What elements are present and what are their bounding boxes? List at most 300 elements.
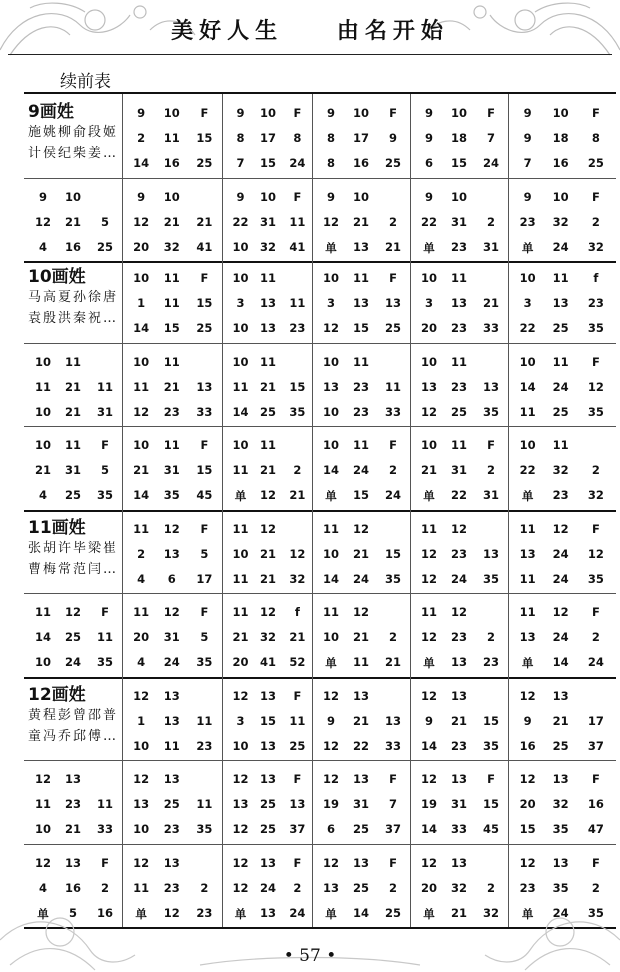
cell-number: 19	[322, 797, 339, 811]
cell-number: 13	[64, 855, 81, 870]
cell-number: 21	[196, 214, 213, 229]
cell-number: F	[592, 521, 600, 536]
cell-number: 37	[289, 822, 306, 836]
cell-number: 2	[388, 214, 397, 229]
cell-number: 单	[325, 656, 337, 670]
cell-number: 11	[352, 271, 369, 285]
continued-label: 续前表	[60, 72, 111, 92]
combination-cell	[24, 426, 122, 510]
cell-number: 23	[196, 905, 213, 920]
cell-number: 5	[100, 214, 109, 229]
cell-number: 23	[64, 797, 81, 811]
combination-cell	[508, 760, 616, 844]
cell-number: 13	[260, 296, 277, 310]
cell-number: 13	[260, 772, 277, 786]
cell-number: 13	[519, 546, 536, 561]
cell-number: 11	[289, 713, 306, 728]
combination-cell	[508, 426, 616, 510]
cell-number: 33	[482, 321, 499, 335]
cell-number: 15	[196, 296, 213, 310]
cell-number: 20	[420, 321, 437, 335]
cell-number: 2	[388, 463, 397, 477]
cell-number: 16	[64, 239, 81, 254]
cell-number: 21	[289, 630, 306, 644]
cell-number: 12	[133, 688, 150, 703]
cell-number: 11	[322, 605, 339, 619]
cell-number: 45	[196, 488, 213, 502]
combination-cell	[122, 510, 222, 594]
combination-cell	[312, 844, 410, 928]
cell-number: 11	[552, 354, 569, 369]
header-left: 美好人生	[171, 18, 284, 44]
cell-number: 4	[137, 571, 146, 586]
cell-number: 10	[552, 189, 569, 204]
cell-number: 11	[420, 605, 437, 619]
combination-cell	[312, 426, 410, 510]
cell-number: 16	[64, 880, 81, 895]
cell-number: 14	[133, 321, 150, 335]
cell-number: 11	[64, 354, 81, 369]
cell-number: 13	[163, 855, 180, 870]
cell-number: 2	[200, 880, 209, 895]
cell-number: 11	[232, 521, 249, 536]
cell-number: 35	[384, 571, 401, 586]
cell-number: 10	[34, 438, 51, 452]
cell-number: F	[592, 106, 600, 120]
cell-number: 12	[232, 855, 249, 870]
cell-number: 13	[289, 797, 306, 811]
cell-number: 41	[196, 239, 213, 254]
cell-number: 13	[450, 772, 467, 786]
cell-number: 12	[450, 605, 467, 619]
cell-number: 11	[163, 738, 180, 753]
page-number: • 57 •	[283, 946, 337, 966]
combination-cell	[312, 593, 410, 677]
combination-cell	[122, 94, 222, 178]
cell-number: 14	[232, 404, 249, 419]
cell-number: 10	[322, 630, 339, 644]
cell-number: 11	[450, 438, 467, 452]
cell-number: 21	[163, 214, 180, 229]
cell-number: 13	[322, 379, 339, 394]
cell-number: 单	[423, 489, 435, 503]
combination-cell	[312, 510, 410, 594]
cell-number: 32	[450, 880, 467, 895]
cell-number: 35	[482, 571, 499, 586]
cell-number: 9	[236, 106, 245, 120]
cell-number: 33	[450, 822, 467, 836]
cell-number: 10	[163, 189, 180, 204]
cell-number: 22	[519, 463, 536, 477]
cell-number: 13	[450, 688, 467, 703]
cell-number: 13	[260, 905, 277, 920]
cell-number: 24	[552, 379, 569, 394]
combination-cell	[410, 677, 508, 761]
cell-number: 21	[450, 713, 467, 728]
cell-number: 10	[519, 271, 536, 285]
combination-cell	[24, 760, 122, 844]
cell-number: 21	[450, 905, 467, 920]
cell-number: 21	[260, 379, 277, 394]
cell-number: 13	[163, 772, 180, 786]
cell-number: 21	[163, 379, 180, 394]
cell-number: 23	[450, 239, 467, 254]
cell-number: 11	[133, 521, 150, 536]
cell-number: 25	[96, 239, 113, 254]
cell-number: 31	[450, 463, 467, 477]
cell-number: 14	[519, 379, 536, 394]
group-surnames: 施姚柳俞段姬计侯纪柴姜…	[28, 125, 119, 161]
cell-number: F	[389, 271, 397, 285]
cell-number: 2	[591, 463, 600, 477]
cell-number: 10	[260, 106, 277, 120]
combination-cell	[222, 844, 312, 928]
cell-number: 5	[100, 463, 109, 477]
cell-number: F	[592, 855, 600, 870]
cell-number: 9	[424, 713, 433, 728]
cell-number: 21	[232, 630, 249, 644]
combination-cell	[508, 94, 616, 178]
cell-number: 31	[163, 463, 180, 477]
cell-number: 14	[420, 738, 437, 753]
cell-number: 25	[552, 738, 569, 753]
combination-cell	[312, 178, 410, 262]
cell-number: 10	[232, 354, 249, 369]
cell-number: 7	[388, 797, 397, 811]
cell-number: 11	[260, 354, 277, 369]
cell-number: 12	[133, 772, 150, 786]
cell-number: 6	[167, 571, 176, 586]
cell-number: 23	[552, 488, 569, 502]
cell-number: 17	[260, 131, 277, 145]
cell-number: 24	[552, 571, 569, 586]
cell-number: 5	[68, 905, 77, 920]
cell-number: 12	[133, 404, 150, 419]
cell-number: 10	[163, 106, 180, 120]
cell-number: 12	[352, 521, 369, 536]
cell-number: 37	[587, 738, 604, 753]
cell-number: 21	[64, 822, 81, 836]
cell-number: 11	[352, 438, 369, 452]
cell-number: 4	[38, 239, 47, 254]
cell-number: 16	[352, 156, 369, 170]
cell-number: 23	[163, 880, 180, 895]
combination-cell	[312, 343, 410, 427]
combination-cell	[410, 343, 508, 427]
cell-number: 13	[352, 239, 369, 254]
cell-number: 12	[420, 404, 437, 419]
combination-cell	[410, 510, 508, 594]
combination-cell	[122, 844, 222, 928]
cell-number: 1	[137, 296, 146, 310]
cell-number: 12	[322, 688, 339, 703]
cell-number: F	[200, 438, 209, 452]
cell-number: 21	[260, 546, 277, 561]
cell-number: 10	[34, 354, 51, 369]
cell-number: 12	[352, 605, 369, 619]
cell-number: 10	[352, 106, 369, 120]
cell-number: 12	[260, 605, 277, 619]
cell-number: 25	[64, 630, 81, 644]
cell-number: 24	[482, 156, 499, 170]
cell-number: 35	[196, 655, 213, 669]
cell-number: 11	[96, 379, 113, 394]
cell-number: 11	[519, 605, 536, 619]
cell-number: 2	[293, 880, 302, 895]
cell-number: 13	[260, 738, 277, 753]
combination-cell	[122, 178, 222, 262]
cell-number: 32	[587, 239, 604, 254]
cell-number: 21	[260, 463, 277, 477]
cell-number: 24	[552, 239, 569, 254]
cell-number: 35	[587, 905, 604, 920]
cell-number: 24	[587, 655, 604, 669]
cell-number: 4	[38, 488, 47, 502]
cell-number: 21	[552, 713, 569, 728]
cell-number: 10	[133, 738, 150, 753]
cell-number: F	[293, 189, 302, 204]
cell-number: 单	[521, 656, 534, 670]
cell-number: 12	[232, 822, 249, 836]
cell-number: 11	[232, 463, 249, 477]
cell-number: 11	[163, 438, 180, 452]
cell-number: F	[487, 438, 495, 452]
cell-number: 15	[196, 463, 213, 477]
cell-number: F	[389, 855, 397, 870]
cell-number: 16	[96, 905, 113, 920]
cell-number: 21	[64, 379, 81, 394]
cell-number: F	[293, 106, 302, 120]
cell-number: 1	[137, 713, 146, 728]
cell-number: 9	[137, 189, 146, 204]
cell-number: 15	[352, 488, 369, 502]
cell-number: F	[293, 855, 302, 870]
cell-number: 2	[388, 880, 397, 895]
combination-cell	[410, 593, 508, 677]
cell-number: 2	[486, 214, 495, 229]
cell-number: 31	[482, 239, 499, 254]
cell-number: F	[101, 438, 109, 452]
cell-number: 14	[133, 156, 150, 170]
cell-number: 15	[196, 131, 213, 145]
cell-number: 11	[552, 438, 569, 452]
combination-cell	[222, 426, 312, 510]
surname-group	[24, 510, 616, 679]
cell-number: 21	[420, 463, 437, 477]
group-surnames: 张胡许毕梁崔曹梅常范闫…	[28, 540, 119, 577]
combination-cell	[508, 593, 616, 677]
cell-number: 31	[260, 214, 277, 229]
cell-number: 16	[163, 156, 180, 170]
cell-number: 9	[424, 106, 433, 120]
cell-number: 35	[163, 488, 180, 502]
cell-number: F	[200, 605, 209, 619]
cell-number: 12	[260, 488, 277, 502]
combination-cell	[122, 259, 222, 343]
cell-number: 13	[163, 713, 180, 728]
cell-number: 7	[236, 156, 245, 170]
cell-number: F	[487, 772, 495, 786]
cell-number: 2	[388, 630, 397, 644]
cell-number: 52	[289, 655, 306, 669]
cell-number: 20	[133, 630, 150, 644]
cell-number: 14	[34, 630, 51, 644]
cell-number: 单	[325, 906, 337, 921]
cell-number: 21	[64, 404, 81, 419]
cell-number: 13	[352, 855, 369, 870]
cell-number: 22	[352, 738, 369, 753]
combination-cell	[222, 259, 312, 343]
cell-number: 14	[322, 463, 339, 477]
cell-number: 3	[326, 296, 335, 310]
cell-number: 10	[260, 189, 277, 204]
cell-number: 12	[322, 321, 339, 335]
cell-number: 13	[232, 797, 249, 811]
cell-number: 12	[519, 688, 536, 703]
combination-cell	[122, 343, 222, 427]
combination-cell	[24, 844, 122, 928]
cell-number: 15	[289, 379, 306, 394]
cell-number: 9	[137, 106, 146, 120]
cell-number: 11	[232, 379, 249, 394]
cell-number: 13	[552, 296, 569, 310]
cell-number: 12	[163, 521, 180, 536]
cell-number: 13	[163, 688, 180, 703]
cell-number: 16	[519, 738, 536, 753]
cell-number: 21	[352, 713, 369, 728]
cell-number: 21	[384, 239, 401, 254]
cell-number: 2	[100, 880, 109, 895]
combination-cell	[410, 844, 508, 928]
cell-number: 11	[519, 521, 536, 536]
cell-number: 12	[322, 772, 339, 786]
cell-number: 32	[260, 630, 277, 644]
group-title: 12画姓	[28, 684, 86, 705]
cell-number: 23	[450, 630, 467, 644]
cell-number: 11	[64, 438, 81, 452]
cell-number: 12	[133, 855, 150, 870]
cell-number: 9	[523, 131, 532, 145]
cell-number: 13	[420, 379, 437, 394]
cell-number: 12	[232, 880, 249, 895]
cell-number: 23	[352, 404, 369, 419]
cell-number: F	[389, 772, 397, 786]
cell-number: 24	[552, 630, 569, 644]
cell-number: 10	[133, 354, 150, 369]
cell-number: 8	[591, 131, 600, 145]
cell-number: 11	[352, 655, 369, 669]
group-surnames: 马高夏孙徐唐袁殷洪秦祝…	[28, 290, 119, 326]
cell-number: 13	[352, 296, 369, 310]
combination-cell	[508, 178, 616, 262]
cell-number: 11	[34, 379, 51, 394]
cell-number: 25	[163, 797, 180, 811]
cell-number: 单	[521, 906, 534, 921]
cell-number: 10	[519, 438, 536, 452]
cell-number: 11	[352, 354, 369, 369]
cell-number: 12	[420, 546, 437, 561]
cell-number: 25	[260, 797, 277, 811]
cell-number: 单	[521, 489, 534, 503]
combination-cell	[222, 677, 312, 761]
cell-number: 10	[552, 106, 569, 120]
cell-number: 单	[423, 240, 435, 255]
cell-number: 13	[260, 321, 277, 335]
cell-number: 41	[260, 655, 277, 669]
cell-number: 7	[523, 156, 532, 170]
cell-number: 9	[326, 106, 335, 120]
cell-number: 2	[591, 880, 600, 895]
cell-number: 3	[236, 296, 245, 310]
combination-cell	[508, 343, 616, 427]
cell-number: 单	[135, 906, 147, 921]
cell-number: 11	[163, 131, 180, 145]
cell-number: 12	[64, 605, 81, 619]
cell-number: 15	[163, 321, 180, 335]
cell-number: 15	[450, 156, 467, 170]
cell-number: 13	[352, 688, 369, 703]
cell-number: 23	[289, 321, 306, 335]
cell-number: 12	[519, 855, 536, 870]
cell-number: 45	[482, 822, 499, 836]
cell-number: 3	[236, 713, 245, 728]
cell-number: 20	[232, 655, 249, 669]
cell-number: 35	[552, 880, 569, 895]
group-title: 10画姓	[28, 267, 86, 287]
header-rule	[8, 54, 612, 55]
cell-number: 25	[587, 156, 604, 170]
cell-number: 35	[482, 738, 499, 753]
cell-number: F	[592, 189, 600, 204]
cell-number: 10	[232, 271, 249, 285]
combination-cell	[508, 677, 616, 761]
cell-number: 3	[424, 296, 433, 310]
cell-number: 10	[133, 822, 150, 836]
cell-number: 12	[552, 605, 569, 619]
cell-number: 12	[322, 855, 339, 870]
combination-cell	[122, 677, 222, 761]
cell-number: 12	[587, 379, 604, 394]
cell-number: 37	[384, 822, 401, 836]
cell-number: 10	[322, 354, 339, 369]
cell-number: 11	[384, 379, 401, 394]
cell-number: 24	[163, 655, 180, 669]
combination-cell	[508, 510, 616, 594]
cell-number: F	[200, 271, 209, 285]
cell-number: 35	[482, 404, 499, 419]
cell-number: 13	[552, 688, 569, 703]
cell-number: 11	[34, 797, 51, 811]
cell-number: 25	[552, 404, 569, 419]
cell-number: 11	[163, 296, 180, 310]
cell-number: F	[389, 106, 397, 120]
cell-number: 单	[521, 240, 534, 255]
cell-number: 单	[234, 489, 247, 503]
cell-number: 12	[163, 905, 180, 920]
combination-cell	[312, 677, 410, 761]
cell-number: 10	[322, 438, 339, 452]
combination-cell	[222, 593, 312, 677]
cell-number: 23	[519, 880, 536, 895]
cell-number: 12	[420, 688, 437, 703]
cell-number: 33	[384, 738, 401, 753]
cell-number: F	[101, 855, 109, 870]
cell-number: 2	[486, 630, 495, 644]
cell-number: 11	[133, 379, 150, 394]
cell-number: 21	[482, 296, 499, 310]
cell-number: 12	[587, 546, 604, 561]
cell-number: 24	[352, 571, 369, 586]
